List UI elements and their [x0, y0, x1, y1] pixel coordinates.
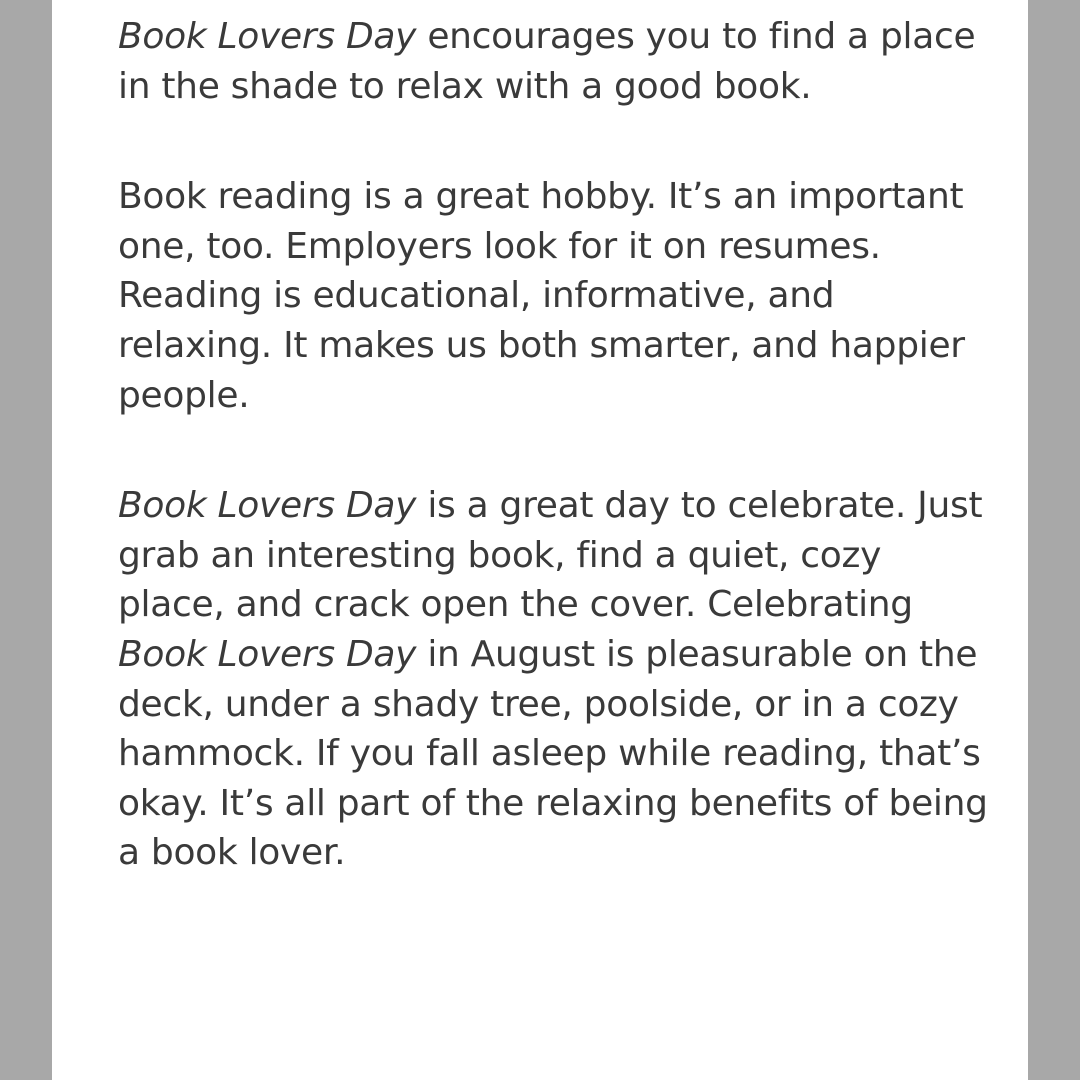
book-lovers-day-title: Book Lovers Day [118, 485, 417, 527]
paragraph-text: Book reading is a great hobby. It’s an important one, too. Employers look for it on resumes. Reading is educational, informative, and relaxing. It makes us both smarter, and happier people. [118, 176, 965, 416]
document-page [52, 0, 1028, 1080]
article-body [118, 12, 998, 878]
book-lovers-day-title: Book Lovers Day [118, 16, 417, 57]
paragraph-text: is a great day to celebrate. Just grab an interesting book, find a quiet, cozy place, and crack open the cover. Celebrating [118, 485, 983, 626]
book-lovers-day-title: Book Lovers Day [118, 633, 417, 675]
paragraph-text: encourages you to find a place in the shade to relax with a good book. [118, 16, 976, 107]
paragraph-1 [118, 12, 998, 111]
paragraph-2 [118, 172, 998, 420]
paragraph-3 [118, 481, 998, 878]
paragraph-text: in August is pleasurable on the deck, under a shady tree, poolside, or in a cozy hammock. If you fall asleep while reading, that’s okay. It’s all part of the relaxing benefits of being a book lover. [118, 633, 988, 874]
